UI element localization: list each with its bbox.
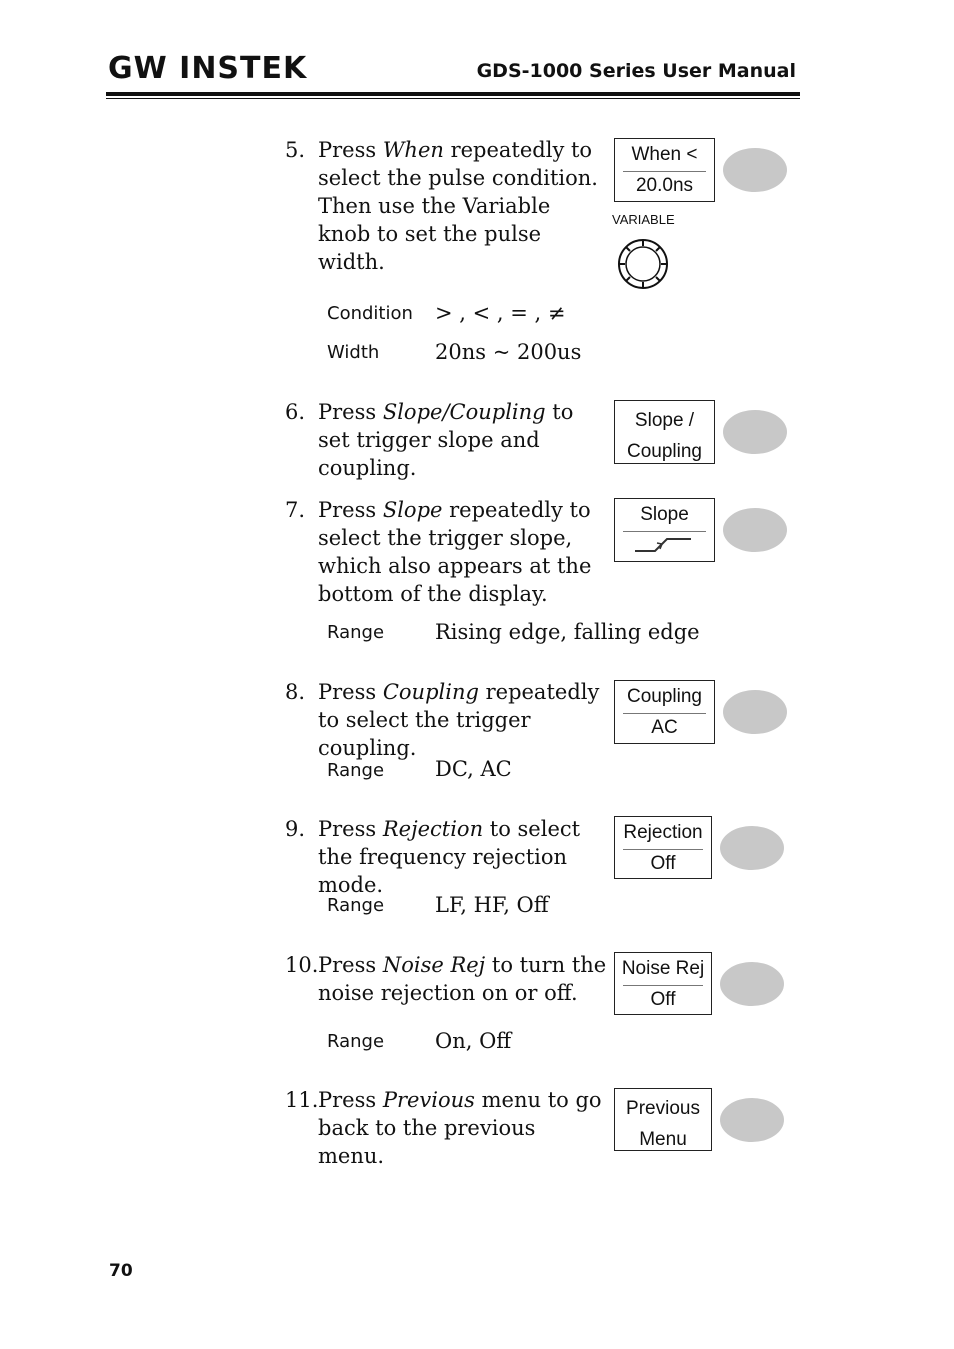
key-name: Slope	[382, 498, 443, 522]
divider	[623, 985, 703, 986]
softkey-slope-coupling	[614, 400, 715, 464]
param-value: LF, HF, Off	[435, 893, 549, 917]
softkey-label: Coupling	[627, 686, 702, 707]
step-number: 9.	[285, 817, 306, 841]
key-name: When	[382, 138, 444, 162]
softkey-label: When <	[631, 144, 698, 165]
divider	[623, 171, 706, 172]
step-number: 10.	[285, 953, 319, 977]
param-label: Range	[327, 1031, 385, 1052]
key-name: Slope/Coupling	[382, 400, 546, 424]
softkey-label: Slope	[640, 504, 689, 525]
soft-button[interactable]	[723, 410, 787, 454]
step-number: 11.	[285, 1088, 319, 1112]
variable-label: VARIABLE	[612, 212, 675, 227]
header-rule	[106, 92, 800, 96]
soft-button[interactable]	[720, 962, 784, 1006]
softkey-noise-rej	[614, 952, 712, 1015]
softkey-label: Slope / Coupling	[627, 410, 702, 462]
softkey-value: 20.0ns	[635, 175, 694, 196]
param-label: Condition	[327, 303, 413, 324]
step-number: 5.	[285, 138, 306, 162]
param-label: Range	[327, 895, 385, 916]
step-text: Press Noise Rej to turn the noise rejection on or off.	[318, 953, 607, 1005]
manual-title: GDS-1000 Series User Manual	[476, 60, 796, 82]
param-value: On, Off	[435, 1029, 512, 1053]
param-value: > , < , = , ≠	[435, 301, 566, 325]
step-number: 6.	[285, 400, 306, 424]
page-number: 70	[109, 1261, 133, 1281]
softkey-slope	[614, 498, 715, 562]
soft-button[interactable]	[723, 148, 787, 192]
soft-button[interactable]	[720, 826, 784, 870]
param-value: 20ns ~ 200us	[435, 340, 582, 364]
param-label: Range	[327, 760, 385, 781]
step-text: Press Coupling repeatedly to select the trigger coupling.	[318, 680, 600, 760]
param-value: Rising edge, falling edge	[435, 620, 700, 644]
softkey-value: Off	[650, 853, 676, 874]
step-text: Press Slope/Coupling to set trigger slope and coupling.	[318, 400, 574, 480]
variable-knob-icon[interactable]	[617, 238, 669, 294]
soft-button[interactable]	[723, 508, 787, 552]
param-value: DC, AC	[435, 757, 512, 781]
key-name: Rejection	[382, 817, 484, 841]
key-name: Noise Rej	[382, 953, 486, 977]
softkey-previous-menu	[614, 1088, 712, 1151]
param-label: Range	[327, 622, 385, 643]
softkey-value: Off	[650, 989, 676, 1010]
softkey-label: Previous Menu	[626, 1098, 700, 1150]
divider	[623, 531, 706, 532]
key-name: Previous	[382, 1088, 475, 1112]
soft-button[interactable]	[723, 690, 787, 734]
step-text: Press Slope repeatedly to select the trigger slope, which also appears at the bottom of the display.	[318, 498, 592, 606]
soft-button[interactable]	[720, 1098, 784, 1142]
divider	[623, 713, 706, 714]
softkey-value: AC	[651, 717, 678, 738]
step-text: Press When repeatedly to select the pulse condition. Then use the Variable knob to set the pulse width.	[318, 138, 598, 274]
softkey-rejection	[614, 816, 712, 879]
brand-logo: GW INSTEK	[108, 51, 308, 86]
step-number: 8.	[285, 680, 306, 704]
step-number: 7.	[285, 498, 306, 522]
divider	[623, 849, 703, 850]
step-text: Press Rejection to select the frequency rejection mode.	[318, 817, 581, 897]
softkey-label: Rejection	[623, 822, 703, 843]
rising-edge-icon	[635, 535, 693, 561]
step-text: Press Previous menu to go back to the previous menu.	[318, 1088, 602, 1168]
softkey-coupling	[614, 680, 715, 744]
header-rule-thin	[106, 98, 800, 99]
softkey-label: Noise Rej	[621, 958, 705, 979]
key-name: Coupling	[382, 680, 479, 704]
param-label: Width	[327, 342, 380, 363]
softkey-when	[614, 138, 715, 202]
